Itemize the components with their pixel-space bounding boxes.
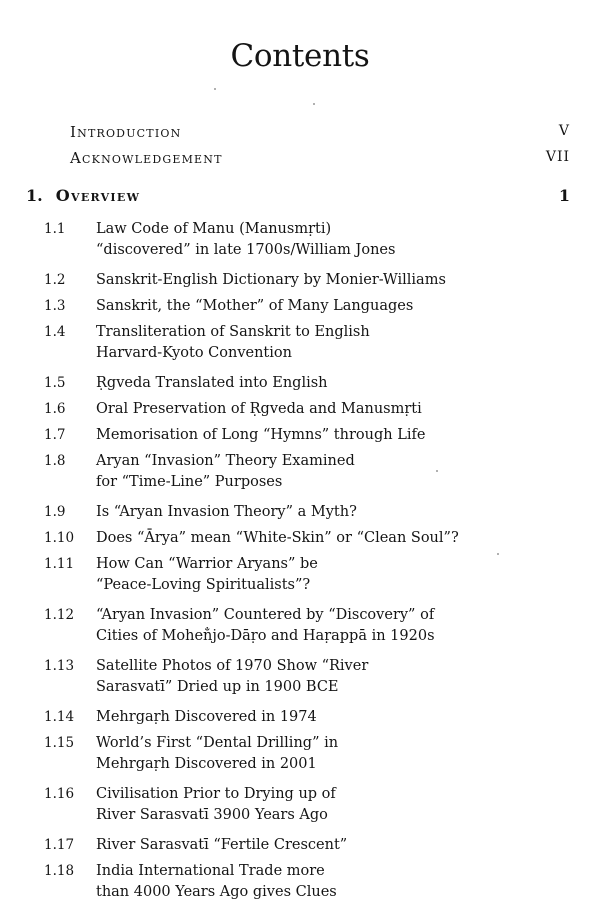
toc-front-row (70, 149, 570, 167)
section-title-line: Sanskrit-English Dictionary by Monier-Williams (96, 270, 446, 291)
chapter-page-number: 1 (559, 186, 570, 205)
section-number: 1.7 (44, 425, 65, 446)
section-number: 1.2 (44, 270, 65, 291)
section-title-line: Harvard-Kyoto Convention (96, 343, 370, 364)
section-title-line: Mehrgaṛh Discovered in 1974 (96, 707, 317, 728)
section-title (96, 861, 337, 902)
paper-speck (436, 470, 438, 472)
section-title (96, 502, 357, 523)
section-title-line: Does “Ārya” mean “White-Skin” or “Clean Soul”? (96, 528, 459, 549)
chapter-heading (26, 186, 570, 205)
section-title-line: Memorisation of Long “Hymns” through Life (96, 425, 425, 446)
section-title-line: Ṛgveda Translated into English (96, 373, 328, 394)
section-title (96, 733, 338, 774)
front-matter-page-number: VII (546, 149, 570, 165)
section-title-line: “Peace-Loving Spiritualists”? (96, 575, 318, 596)
section-title-line: Sarasvatī” Dried up in 1900 BCE (96, 677, 368, 698)
section-title (96, 322, 370, 363)
front-matter-page-number: V (559, 123, 570, 139)
section-number: 1.11 (44, 554, 74, 575)
section-title-line: Is “Aryan Invasion Theory” a Myth? (96, 502, 357, 523)
section-title-line: Sanskrit, the “Mother” of Many Languages (96, 296, 413, 317)
section-title-line: India International Trade more (96, 861, 337, 882)
paper-speck (497, 553, 499, 555)
section-title (96, 425, 425, 446)
section-title-line: Cities of Mohen̐jo-Dāṛo and Haṛappā in 1920s (96, 626, 435, 647)
section-number: 1.14 (44, 707, 74, 728)
section-title-line: How Can “Warrior Aryans” be (96, 554, 318, 575)
section-title-line: River Sarasvatī 3900 Years Ago (96, 805, 336, 826)
section-number: 1.3 (44, 296, 65, 317)
section-title (96, 605, 435, 646)
section-title (96, 399, 422, 420)
section-number: 1.15 (44, 733, 74, 754)
section-title-line: Oral Preservation of Ṛgveda and Manusmṛti (96, 399, 422, 420)
section-number: 1.6 (44, 399, 65, 420)
section-title (96, 451, 355, 492)
section-number: 1.12 (44, 605, 74, 626)
section-number: 1.8 (44, 451, 65, 472)
paper-speck (214, 88, 216, 90)
front-matter-title: Acknowledgement (70, 149, 223, 167)
section-title-line: for “Time-Line” Purposes (96, 472, 355, 493)
chapter-number: 1. (26, 186, 43, 205)
section-title (96, 784, 336, 825)
section-title-line: Aryan “Invasion” Theory Examined (96, 451, 355, 472)
section-number: 1.17 (44, 835, 74, 856)
section-title-line: Satellite Photos of 1970 Show “River (96, 656, 368, 677)
page-title: Contents (0, 38, 600, 74)
section-title-line: River Sarasvatī “Fertile Crescent” (96, 835, 347, 856)
section-number: 1.1 (44, 219, 65, 240)
section-title (96, 835, 347, 856)
section-title (96, 219, 395, 260)
section-number: 1.13 (44, 656, 74, 677)
section-title-line: “Aryan Invasion” Countered by “Discovery” of (96, 605, 435, 626)
chapter-title: Overview (56, 186, 140, 205)
section-number: 1.9 (44, 502, 65, 523)
section-title-line: than 4000 Years Ago gives Clues (96, 882, 337, 902)
section-title-line: Civilisation Prior to Drying up of (96, 784, 336, 805)
front-matter-title: Introduction (70, 123, 181, 141)
section-title (96, 554, 318, 595)
section-title (96, 270, 446, 291)
section-title (96, 707, 317, 728)
section-title-line: World’s First “Dental Drilling” in (96, 733, 338, 754)
section-title-line: Mehrgaṛh Discovered in 2001 (96, 754, 338, 775)
section-number: 1.18 (44, 861, 74, 882)
section-number: 1.16 (44, 784, 74, 805)
section-title-line: Transliteration of Sanskrit to English (96, 322, 370, 343)
section-title (96, 296, 413, 317)
section-title (96, 656, 368, 697)
section-title (96, 373, 328, 394)
section-number: 1.5 (44, 373, 65, 394)
toc-front-row (70, 123, 570, 141)
section-title-line: Law Code of Manu (Manusmṛti) (96, 219, 395, 240)
section-title (96, 528, 459, 549)
paper-speck (313, 103, 315, 105)
section-title-line: “discovered” in late 1700s/William Jones (96, 240, 395, 261)
section-number: 1.4 (44, 322, 65, 343)
section-number: 1.10 (44, 528, 74, 549)
